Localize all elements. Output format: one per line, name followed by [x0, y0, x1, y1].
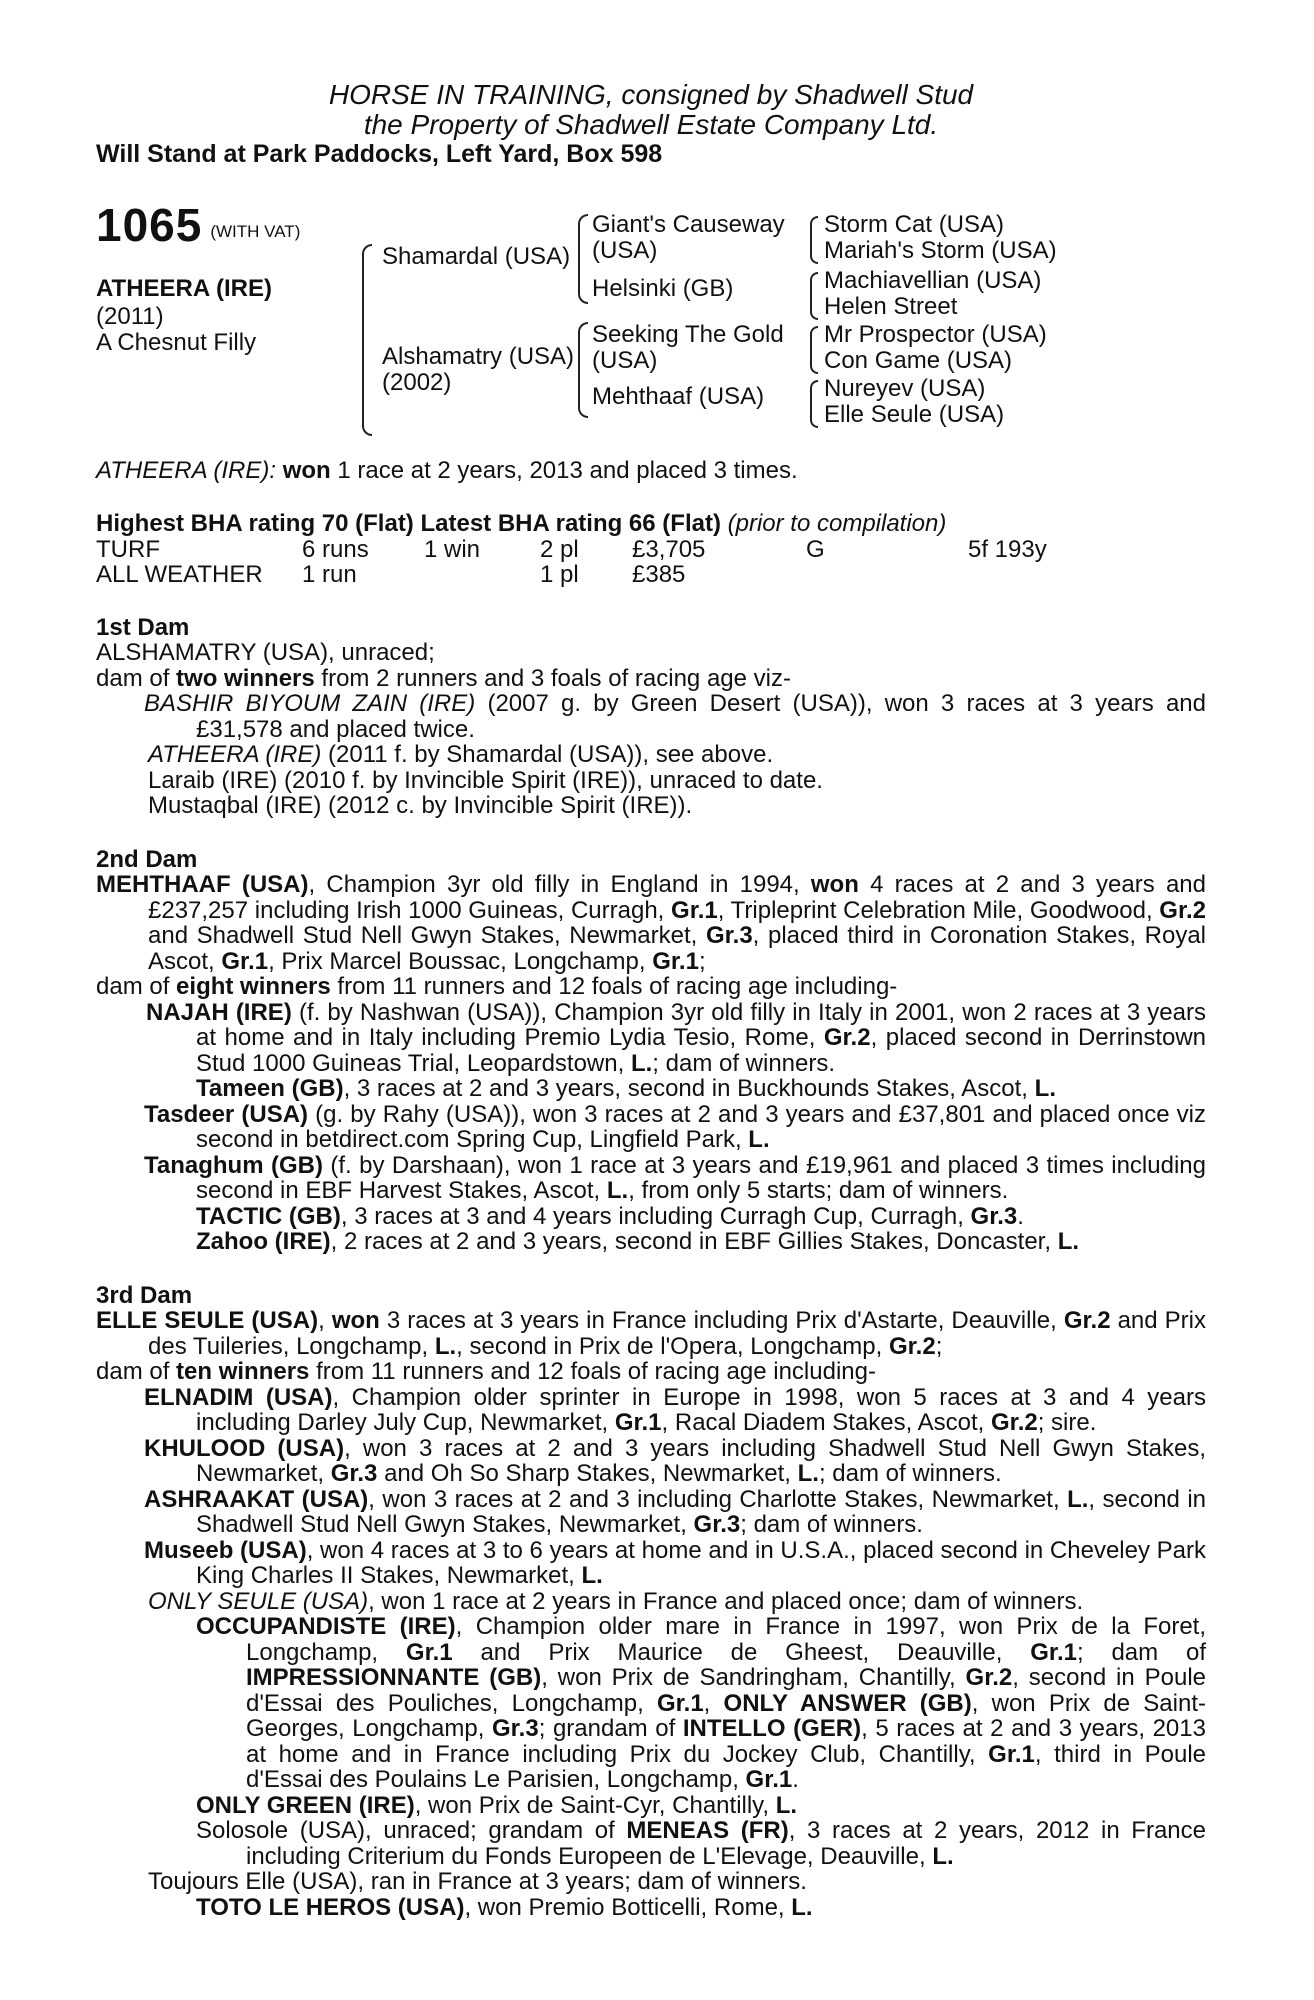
produce-tameen: Tameen (GB), 3 races at 2 and 3 years, second in Buckhounds Stakes, Ascot, L. — [196, 1075, 1056, 1102]
first-dam-name: ALSHAMATRY (USA), unraced; — [96, 639, 435, 666]
dam-sire: Seeking The Gold (USA) — [592, 320, 784, 374]
produce-only-seule: ONLY SEULE (USA), won 1 race at 2 years in France and placed once; dam of winners. — [148, 1587, 1084, 1615]
third-dam-title: 3rd Dam — [96, 1281, 193, 1309]
rating-section — [96, 511, 1206, 587]
produce-toujours-elle: Toujours Elle (USA), ran in France at 3 years; dam of winners. — [148, 1868, 807, 1895]
sds: Machiavellian (USA) — [824, 266, 1042, 294]
sire-line-bracket — [578, 214, 588, 304]
rating-line: Highest BHA rating 70 (Flat) Latest BHA rating 66 (Flat) (prior to compilation) — [96, 510, 947, 537]
dam-year: (2002) — [382, 368, 452, 396]
offspring-2: ATHEERA (IRE) (2011 f. by Shamardal (USA)), see above. — [148, 741, 774, 768]
sire-sire: Giant's Causeway (USA) — [592, 210, 785, 264]
offspring-3: Laraib (IRE) (2010 f. by Invincible Spirit (IRE)), unraced to date. — [148, 766, 823, 794]
produce-only-green: ONLY GREEN (IRE), won Prix de Saint-Cyr, Chantilly, L. — [196, 1791, 798, 1819]
produce-occupandiste: OCCUPANDISTE (IRE), Champion older mare in France in 1997, won Prix de la Foret, Longchamp, Gr.1 and Prix Maurice de Gheest, Deauville, Gr.1; dam of IMPRESSIONNANTE (GB), won Prix de Sandringham, Chantilly, Gr.2, second in Poule d'Essai des Pouliches, Longchamp, Gr.1, ONLY ANSWER (GB), won Prix de Saint-Georges, Longchamp, Gr.3; grandam of INTELLO (GER), 5 races at 2 and 3 years, 2013 at home and in France including Prix du Jockey Club, Chantilly, Gr.1, third in Poule d'Essai des Poulains Le Parisien, Longchamp, Gr.1. — [196, 1613, 1207, 1793]
first-dam-section — [96, 615, 1206, 819]
second-dam-title: 2nd Dam — [96, 845, 198, 873]
dss: Mr Prospector (USA) — [824, 320, 1047, 348]
produce-zahoo: Zahoo (IRE), 2 races at 2 and 3 years, second in EBF Gillies Stakes, Doncaster, L. — [196, 1228, 1080, 1255]
produce-tactic: TACTIC (GB), 3 races at 3 and 4 years including Curragh Cup, Curragh, Gr.3. — [196, 1202, 1024, 1230]
second-dam-section — [96, 847, 1206, 1255]
dsd: Con Game (USA) — [824, 346, 1013, 374]
ddd: Elle Seule (USA) — [824, 400, 1005, 428]
ssd: Mariah's Storm (USA) — [824, 236, 1057, 264]
sdd: Helen Street — [824, 292, 958, 320]
second-dam-produce: dam of eight winners from 11 runners and 12 foals of racing age including- — [96, 973, 898, 1000]
sire-dam: Helsinki (GB) — [592, 274, 734, 302]
produce-najah: NAJAH (IRE) (f. by Nashwan (USA)), Champion 3yr old filly in Italy in 2001, won 2 races at 3 years at home and in Italy including Premio Lydia Tesio, Rome, Gr.2, placed second in Derrinstown Stud 1000 Guineas Trial, Leopardstown, L.; dam of winners. — [146, 998, 1207, 1077]
record-row-turf: TURF 6 runs 1 win 2 pl £3,705 G 5f 193y — [96, 535, 1047, 563]
dam-line-bracket — [578, 322, 588, 418]
pedigree-bracket — [362, 244, 372, 436]
first-dam-title: 1st Dam — [96, 613, 190, 641]
lot-number: 1065 — [96, 198, 203, 251]
produce-ashraakat: ASHRAAKAT (USA), won 3 races at 2 and 3 including Charlotte Stakes, Newmarket, L., second in Shadwell Stud Nell Gwyn Stakes, Newmarket, Gr.3; dam of winners. — [144, 1485, 1206, 1538]
catalogue-page — [96, 80, 1206, 1920]
pedigree-block — [96, 198, 1206, 442]
record-row-all-weather: ALL WEATHER 1 run 1 pl £385 — [96, 560, 686, 588]
horse-description: A Chesnut Filly — [96, 328, 257, 356]
property-line: the Property of Shadwell Estate Company Ltd. — [363, 109, 939, 140]
produce-khulood: KHULOOD (USA), won 3 races at 2 and 3 years including Shadwell Stud Nell Gwyn Stakes, Newmarket, Gr.3 and Oh So Sharp Stakes, Newmarket, L.; dam of winners. — [144, 1434, 1206, 1487]
consignor-line: HORSE IN TRAINING, consigned by Shadwell Stud — [328, 79, 974, 110]
produce-tanaghum: Tanaghum (GB) (f. by Darshaan), won 1 race at 3 years and £19,961 and placed 3 times including second in EBF Harvest Stakes, Ascot, L., from only 5 starts; dam of winners. — [144, 1151, 1206, 1204]
produce-museeb: Museeb (USA), won 4 races at 3 to 6 years at home and in U.S.A., placed second in Cheveley Park King Charles II Stakes, Newmarket, L. — [144, 1536, 1207, 1589]
race-summary: ATHEERA (IRE): won 1 race at 2 years, 2013 and placed 3 times. — [96, 456, 798, 484]
third-dam-entry: ELLE SEULE (USA), won 3 races at 3 years in France including Prix d'Astarte, Deauville, Gr.2 and Prix des Tuileries, Longchamp, L., second in Prix de l'Opera, Longchamp, Gr.2; — [96, 1307, 1207, 1360]
horse-name: ATHEERA (IRE) — [96, 274, 272, 302]
dam: Alshamatry (USA) — [382, 342, 575, 370]
consignment-header — [96, 80, 1206, 168]
sire: Shamardal (USA) — [382, 242, 571, 270]
third-dam-produce: dam of ten winners from 11 runners and 12 foals of racing age including- — [96, 1358, 876, 1385]
sss: Storm Cat (USA) — [824, 210, 1005, 238]
produce-tasdeer: Tasdeer (USA) (g. by Rahy (USA)), won 3 races at 2 and 3 years and £37,801 and placed once viz second in betdirect.com Spring Cup, Lingfield Park, L. — [144, 1100, 1206, 1153]
offspring-4: Mustaqbal (IRE) (2012 c. by Invincible Spirit (IRE)). — [148, 792, 693, 819]
produce-solosole: Solosole (USA), unraced; grandam of MENEAS (FR), 3 races at 2 years, 2012 in France including Criterium du Fonds Europeen de L'Elevage, Deauville, L. — [196, 1817, 1207, 1870]
dam-dam: Mehthaaf (USA) — [592, 382, 765, 410]
third-dam-section — [96, 1283, 1206, 1921]
vat-note: (WITH VAT) — [210, 221, 301, 241]
stabling-line: Will Stand at Park Paddocks, Left Yard, Box 598 — [96, 140, 663, 168]
produce-elnadim: ELNADIM (USA), Champion older sprinter in Europe in 1998, won 5 races at 3 and 4 years including Darley July Cup, Newmarket, Gr.1, Racal Diadem Stakes, Ascot, Gr.2; sire. — [144, 1383, 1206, 1436]
produce-toto-le-heros: TOTO LE HEROS (USA), won Premio Botticelli, Rome, L. — [196, 1893, 813, 1921]
foaling-year: (2011) — [96, 302, 164, 330]
second-dam-entry: MEHTHAAF (USA), Champion 3yr old filly in England in 1994, won 4 races at 2 and 3 years and £237,257 including Irish 1000 Guineas, Curragh, Gr.1, Tripleprint Celebration Mile, Goodwood, Gr.2 and Shadwell Stud Nell Gwyn Stakes, Newmarket, Gr.3, placed third in Coronation Stakes, Royal Ascot, Gr.1, Prix Marcel Boussac, Longchamp, Gr.1; — [96, 871, 1207, 975]
dds: Nureyev (USA) — [824, 374, 986, 402]
offspring-1: BASHIR BIYOUM ZAIN (IRE) (2007 g. by Green Desert (USA)), won 3 races at 3 years and £31,578 and placed twice. — [144, 690, 1207, 743]
first-dam-produce: dam of two winners from 2 runners and 3 foals of racing age viz- — [96, 664, 791, 692]
lot-heading — [96, 198, 301, 251]
